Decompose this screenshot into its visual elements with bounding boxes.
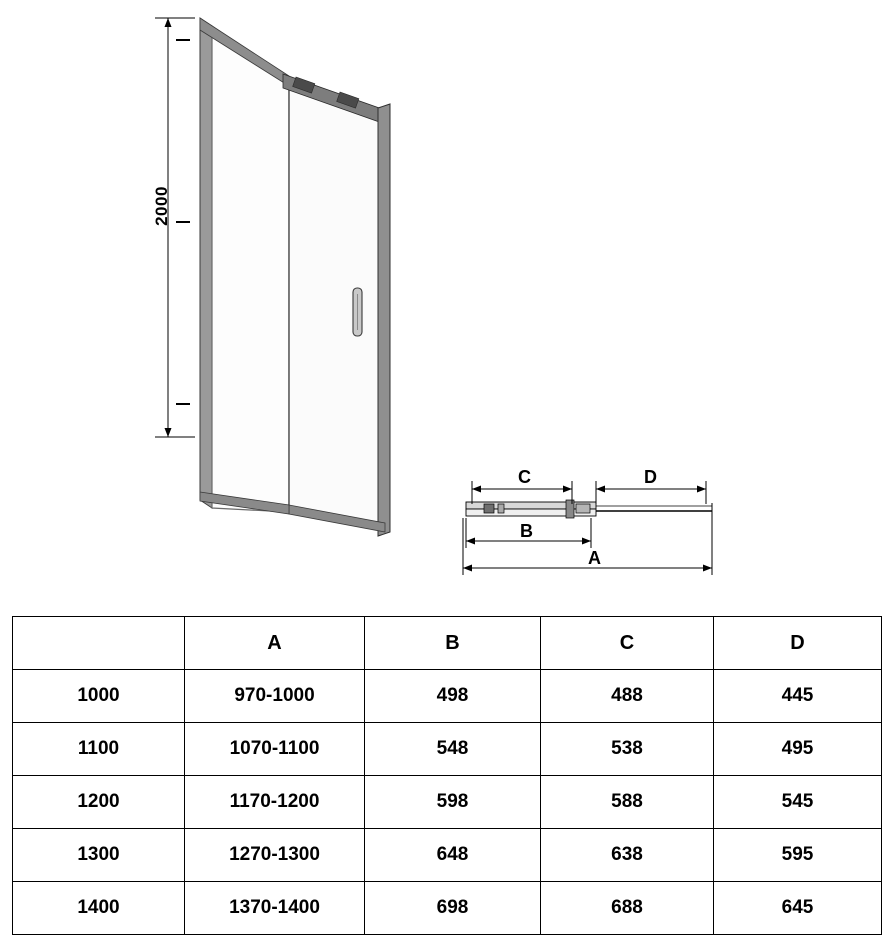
table-cell-c: 538 (541, 723, 714, 776)
dimension-label-c: C (518, 467, 532, 487)
table-row (13, 670, 882, 723)
table-cell-d: 495 (714, 723, 882, 776)
table-cell-b: 698 (365, 882, 541, 935)
dimension-label-height: 2000 (151, 186, 171, 226)
table-row (13, 882, 882, 935)
table-header-cell-c: C (541, 617, 714, 670)
table-cell-size: 1100 (13, 723, 185, 776)
table-cell-d: 595 (714, 829, 882, 882)
table-cell-a: 1170-1200 (185, 776, 365, 829)
dimension-label-d: D (644, 467, 658, 487)
table-row (13, 723, 882, 776)
table-header-cell-0 (13, 617, 185, 670)
table-cell-size: 1200 (13, 776, 185, 829)
table-cell-d: 645 (714, 882, 882, 935)
table-cell-c: 588 (541, 776, 714, 829)
table-cell-b: 598 (365, 776, 541, 829)
table-cell-a: 1270-1300 (185, 829, 365, 882)
table-cell-d: 445 (714, 670, 882, 723)
table-cell-size: 1300 (13, 829, 185, 882)
dimension-label-a: A (588, 548, 602, 568)
table-header-row (13, 617, 882, 670)
table-cell-a: 970-1000 (185, 670, 365, 723)
table-cell-a: 1070-1100 (185, 723, 365, 776)
table-header-cell-a: A (185, 617, 365, 670)
specification-table (12, 616, 882, 935)
dimension-label-b: B (520, 521, 534, 541)
table-cell-a: 1370-1400 (185, 882, 365, 935)
table-cell-c: 488 (541, 670, 714, 723)
table-cell-b: 498 (365, 670, 541, 723)
table-row (13, 776, 882, 829)
table-header-cell-d: D (714, 617, 882, 670)
table-cell-size: 1000 (13, 670, 185, 723)
table-cell-d: 545 (714, 776, 882, 829)
table-header-cell-b: B (365, 617, 541, 670)
table-cell-size: 1400 (13, 882, 185, 935)
table-cell-c: 688 (541, 882, 714, 935)
table-row (13, 829, 882, 882)
table-cell-b: 548 (365, 723, 541, 776)
table-cell-b: 648 (365, 829, 541, 882)
table-cell-c: 638 (541, 829, 714, 882)
